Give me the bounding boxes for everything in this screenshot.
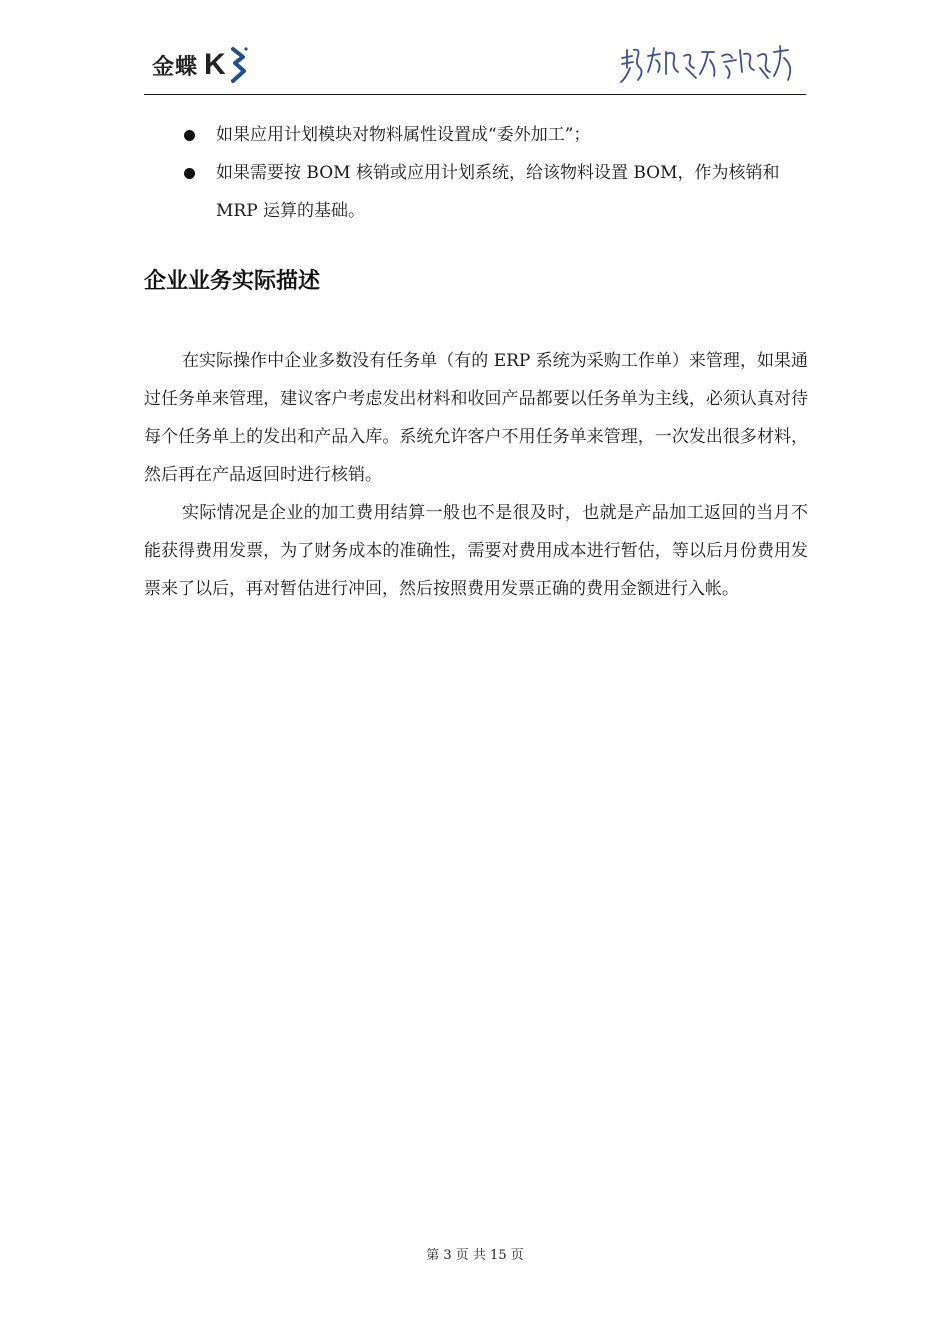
- handwritten-slogan-icon: [618, 38, 798, 92]
- bullet-text: 如果需要按 BOM 核销或应用计划系统，给该物料设置 BOM，作为核销和 MRP 运算的基础。: [216, 163, 780, 221]
- paragraph: 在实际操作中企业多数没有任务单（有的 ERP 系统为采购工作单）来管理，如果通过任务单来管理，建议客户考虑发出材料和收回产品都要以任务单为主线，必须认真对待每个任务单上的发出和产品入库。系统允许客户不用任务单来管理，一次发出很多材料，然后再在产品返回时进行核销。: [144, 351, 808, 485]
- bullet-dot-icon: [184, 168, 195, 179]
- section-heading: 企业业务实际描述: [144, 269, 321, 294]
- bullet-list: [144, 116, 808, 230]
- section-paragraphs: [144, 342, 808, 608]
- document-body: [144, 116, 808, 608]
- bullet-item: [144, 154, 808, 230]
- logo-mark-icon: [227, 45, 249, 85]
- logo-text: 金蝶: [152, 54, 199, 80]
- page-footer: 第 3 页 共 15 页: [426, 1248, 524, 1263]
- bullet-dot-icon: [184, 130, 195, 141]
- logo-k: K: [204, 48, 226, 81]
- bullet-text: 如果应用计划模块对物料属性设置成“委外加工”；: [216, 125, 591, 145]
- header-divider: [144, 94, 806, 95]
- kingdee-logo: [152, 40, 249, 90]
- bullet-item: [144, 116, 808, 154]
- page-header: [144, 30, 806, 96]
- paragraph: 实际情况是企业的加工费用结算一般也不是很及时，也就是产品加工返回的当月不能获得费用发票，为了财务成本的准确性，需要对费用成本进行暂估，等以后月份费用发票来了以后，再对暂估进行冲回，然后按照费用发票正确的费用金额进行入帐。: [144, 503, 808, 599]
